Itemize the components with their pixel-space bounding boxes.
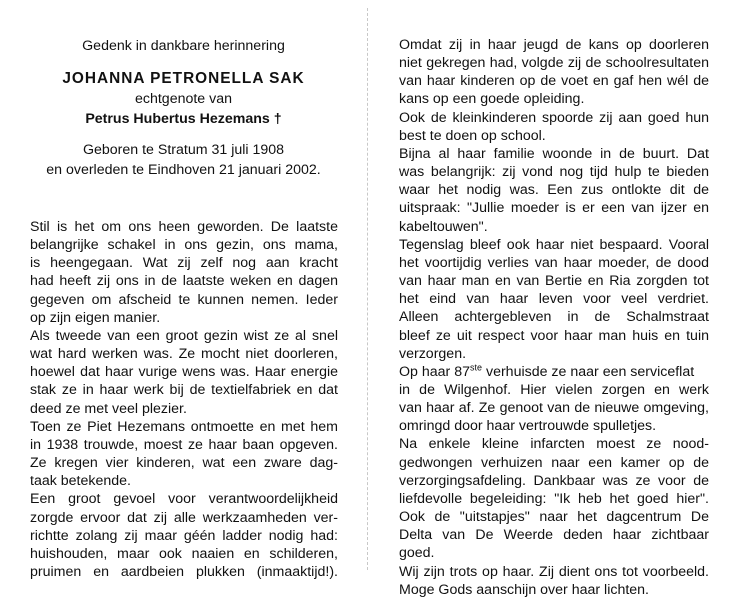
text-line: verzorgen.	[399, 345, 467, 362]
text-line: huishouden, maar ook naaien en schilderen,	[30, 545, 338, 562]
text-line: Moge Gods aanschijn over haar lichten.	[399, 581, 649, 598]
text-line: in de Wilgenhof. Hier vielen zorgen en werk	[399, 381, 709, 398]
ordinal-superscript: ste	[470, 362, 483, 373]
text-line: liefdevolle begeleiding: "Ik heb het goed hier".	[399, 490, 709, 507]
text-line: niet gekregen had, volgde zij de schoolresultaten	[399, 55, 709, 72]
text-line: Stil is het om ons heen geworden. De laatste	[30, 219, 338, 235]
text-line: verzorgingsafdeling. Dankbaar was ze voor de	[399, 472, 709, 489]
text-line: Bijna al haar familie woonde in de buurt. Dat	[399, 145, 709, 162]
text-line: waar het nodig was. Een zus ontlokte dit de	[399, 182, 709, 199]
text-line: het eind van haar leven voor veel verdriet.	[399, 291, 709, 308]
left-body-text	[30, 218, 338, 581]
spouse-prefix: echtgenote van	[134, 91, 233, 107]
memorial-line: Gedenk in dankbare herinnering	[82, 38, 285, 54]
text-line: bleef ze uit respect voor haar man huis en tuin	[399, 327, 709, 344]
text-line: het voortijdig verlies van haar moeder, de dood	[399, 254, 709, 271]
text-line: Ook de kleinkinderen spoorde zij aan goed hun	[399, 109, 709, 126]
text-line: uitspraak: "Jullie moeder is er een van ijzer en	[399, 200, 709, 217]
text-line: zorgde ervoor dat zij alle werkzaamheden ver-	[30, 509, 338, 526]
text-line: is heengegaan. Wat zij zelf nog aan kracht	[30, 255, 338, 272]
text-line: was belangrijk: zij vond nog tijd hulp te bieden	[399, 164, 709, 181]
text-line: Delta van De Weerde deden haar zichtbaar	[399, 527, 709, 544]
text-line: pruimen en aardbeien plukken (inmaaktijd!).	[30, 563, 338, 580]
text-line: stak ze in haar werk bij de textielfabriek en dat	[30, 382, 338, 399]
text-line: gedwongen verhuizen naar een kamer op de	[399, 454, 709, 471]
text-line: best te doen op school.	[399, 127, 546, 144]
memorial-header	[0, 36, 367, 180]
text-line: gegeven om afscheid te kunnen nemen. Ieder	[30, 291, 338, 308]
text-line: kans op een goede opleiding.	[399, 91, 585, 108]
text-line: hoewel dat haar vurige wens was. Haar energie	[30, 364, 338, 381]
text-line: Toen ze Piet Hezemans ontmoette en met hem	[30, 418, 338, 435]
death-line: en overleden te Eindhoven 21 januari 2002.	[46, 162, 321, 178]
text-line: Wij zijn trots op haar. Zij dient ons tot voorbeeld.	[399, 563, 709, 580]
text-line: Ze kregen vier kinderen, wat een zware dag-	[30, 455, 338, 472]
birth-line: Geboren te Stratum 31 juli 1908	[82, 142, 285, 158]
spouse-name-line	[0, 109, 367, 129]
text-fragment: Op haar 87	[399, 363, 470, 380]
text-line: wat hard werken was. Ze mocht niet doorleren,	[30, 346, 338, 363]
text-line: in 1938 trouwde, moest ze haar baan opgeven.	[30, 436, 338, 453]
fold-divider	[367, 8, 368, 570]
spouse-name: Petrus Hubertus Hezemans	[85, 111, 270, 127]
text-fragment: verhuisde ze naar een serviceflat	[485, 363, 695, 380]
text-line: Tegenslag bleef ook haar niet bespaard. Vooral	[399, 236, 709, 253]
text-line: Als tweede van een groot gezin wist ze al snel	[30, 327, 338, 344]
text-line: richtte zolang zij maar géén ladder nodig had:	[30, 527, 338, 544]
text-line: kabeltouwen".	[399, 218, 488, 235]
text-line: van haar af. Ze genoot van de nieuwe omgeving,	[399, 400, 709, 417]
right-body-text	[399, 36, 709, 599]
text-line: Alleen achtergebleven in de Schalmstraat	[399, 309, 709, 326]
text-line: deed ze met veel plezier.	[30, 400, 187, 417]
text-line: Een groot gevoel voor verantwoordelijkheid	[30, 491, 338, 508]
text-line: taak betekende.	[30, 473, 131, 490]
cross-icon: †	[273, 111, 282, 127]
text-line: had heeft zij ons in de laatste weken en dagen	[30, 273, 338, 290]
text-line: goed.	[399, 545, 435, 562]
deceased-name: JOHANNA PETRONELLA SAK	[62, 70, 305, 87]
text-line: Omdat zij in haar jeugd de kans op doorleren	[399, 37, 709, 53]
text-line: Ook de "uitstapjes" naar het dagcentrum De	[399, 509, 709, 526]
text-line: van haar kinderen op de voet en gaf hen wél de	[399, 73, 709, 90]
text-line: op zijn eigen manier.	[30, 309, 161, 326]
text-line: van haar man en van Bertie en Ria zorgden tot	[399, 273, 709, 290]
text-line: Na enkele kleine infarcten moest ze nood-	[399, 436, 709, 453]
text-line: omringd door haar vertrouwde spulletjes.	[399, 418, 657, 435]
text-line-with-superscript	[399, 363, 709, 381]
text-line: belangrijke schakel in ons gezin, ons mama,	[30, 237, 338, 254]
